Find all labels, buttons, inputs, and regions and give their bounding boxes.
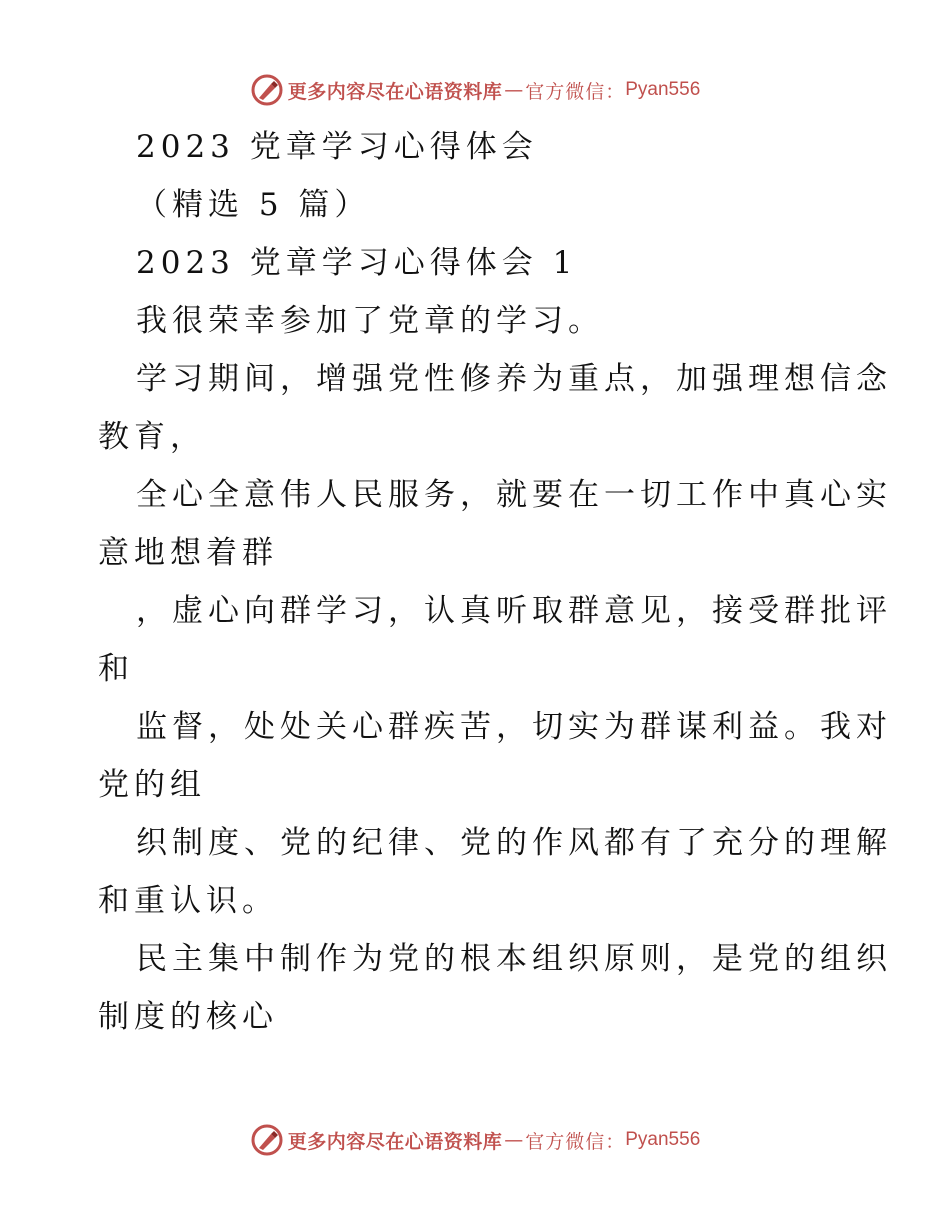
paragraph-line: 我很荣幸参加了党章的学习。	[136, 303, 604, 339]
pen-logo-icon	[250, 73, 284, 107]
paragraph-line: 和重认识。	[98, 883, 278, 919]
footer-wechat-id: Pyan556	[625, 1129, 701, 1150]
doc-title: 2023 党章学习心得体会	[136, 129, 538, 165]
paragraph-line: 意地想着群	[98, 535, 278, 571]
paragraph-line: 教育，	[98, 419, 206, 455]
paragraph-line: 监督，处处关心群疾苦，切实为群谋利益。我对	[136, 709, 892, 745]
footer-banner	[0, 1120, 950, 1160]
header-banner-text: 更多内容尽在心语资料库	[287, 80, 503, 103]
paragraph-line: ，虚心向群学习，认真听取群意见，接受群批评	[136, 593, 892, 629]
pen-logo-icon	[250, 1123, 284, 1157]
paragraph-line: 民主集中制作为党的根本组织原则，是党的组织	[136, 941, 892, 977]
footer-wechat-label: 官方微信：	[525, 1130, 626, 1153]
header-banner	[0, 70, 950, 110]
footer-banner-separator: —	[504, 1129, 524, 1151]
paragraph-line: 学习期间，增强党性修养为重点，加强理想信念	[136, 361, 892, 397]
paragraph-line: 党的组	[98, 767, 206, 803]
paragraph-line: 制度的核心	[98, 999, 278, 1035]
paragraph-line: 和	[98, 651, 134, 687]
header-wechat-id: Pyan556	[625, 79, 701, 100]
paragraph-line: 全心全意伟人民服务，就要在一切工作中真心实	[136, 477, 892, 513]
footer-banner-text: 更多内容尽在心语资料库	[287, 1130, 503, 1153]
header-banner-separator: —	[504, 79, 524, 101]
doc-subtitle: （精选 5 篇）	[136, 187, 371, 223]
header-wechat-label: 官方微信：	[525, 80, 626, 103]
document-body	[98, 118, 892, 1046]
paragraph-line: 织制度、党的纪律、党的作风都有了充分的理解	[136, 825, 892, 861]
section-title: 2023 党章学习心得体会 1	[136, 245, 578, 281]
